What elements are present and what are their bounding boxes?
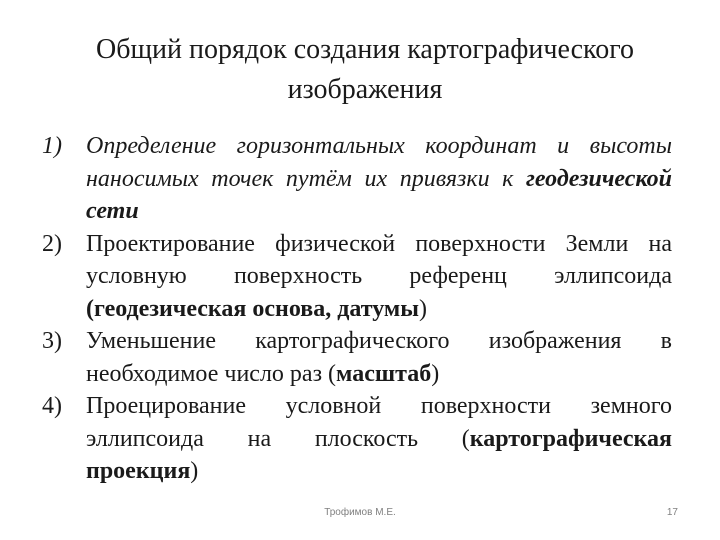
item-tail: ) (190, 458, 199, 484)
slide-title (40, 30, 690, 110)
item-number: 3) (42, 328, 62, 354)
item-bold-term: геодезической сети (86, 165, 672, 224)
item-number: 2) (42, 230, 62, 257)
footer-author: Трофимов М.Е. (324, 507, 396, 518)
item-plain-text: Проектирование физической поверхности Земли на условную поверхность референц эллипсоида (86, 230, 672, 289)
item-plain-text: Проецирование условной поверхности земного эллипсоида на плоскость ( (86, 393, 672, 452)
item-bold-term: (геодезическая основа, датумы (86, 295, 419, 322)
slide-title-line-2: изображения (287, 74, 443, 105)
steps-list (42, 130, 672, 488)
list-item (42, 390, 672, 488)
list-item (42, 130, 672, 228)
item-text (86, 130, 672, 228)
item-number: 4) (42, 393, 62, 419)
page-number: 17 (666, 507, 678, 518)
item-bold-term: масштаб (336, 360, 432, 387)
item-text (86, 390, 672, 488)
item-text (86, 325, 672, 390)
item-tail: ) (419, 295, 427, 322)
item-bold-term: картографическая проекция (86, 425, 672, 484)
item-plain-text: Определение горизонтальных координат и высоты наносимых точек путём их привязки к (86, 133, 672, 192)
item-number: 1) (42, 133, 62, 159)
list-item (42, 325, 672, 390)
slide-title-line-1: Общий порядок создания картографического (96, 34, 634, 65)
list-item (42, 228, 672, 326)
item-text (86, 228, 672, 326)
item-plain-text: Уменьшение картографического изображения в необходимое число раз ( (86, 328, 672, 387)
item-tail: ) (431, 360, 440, 387)
